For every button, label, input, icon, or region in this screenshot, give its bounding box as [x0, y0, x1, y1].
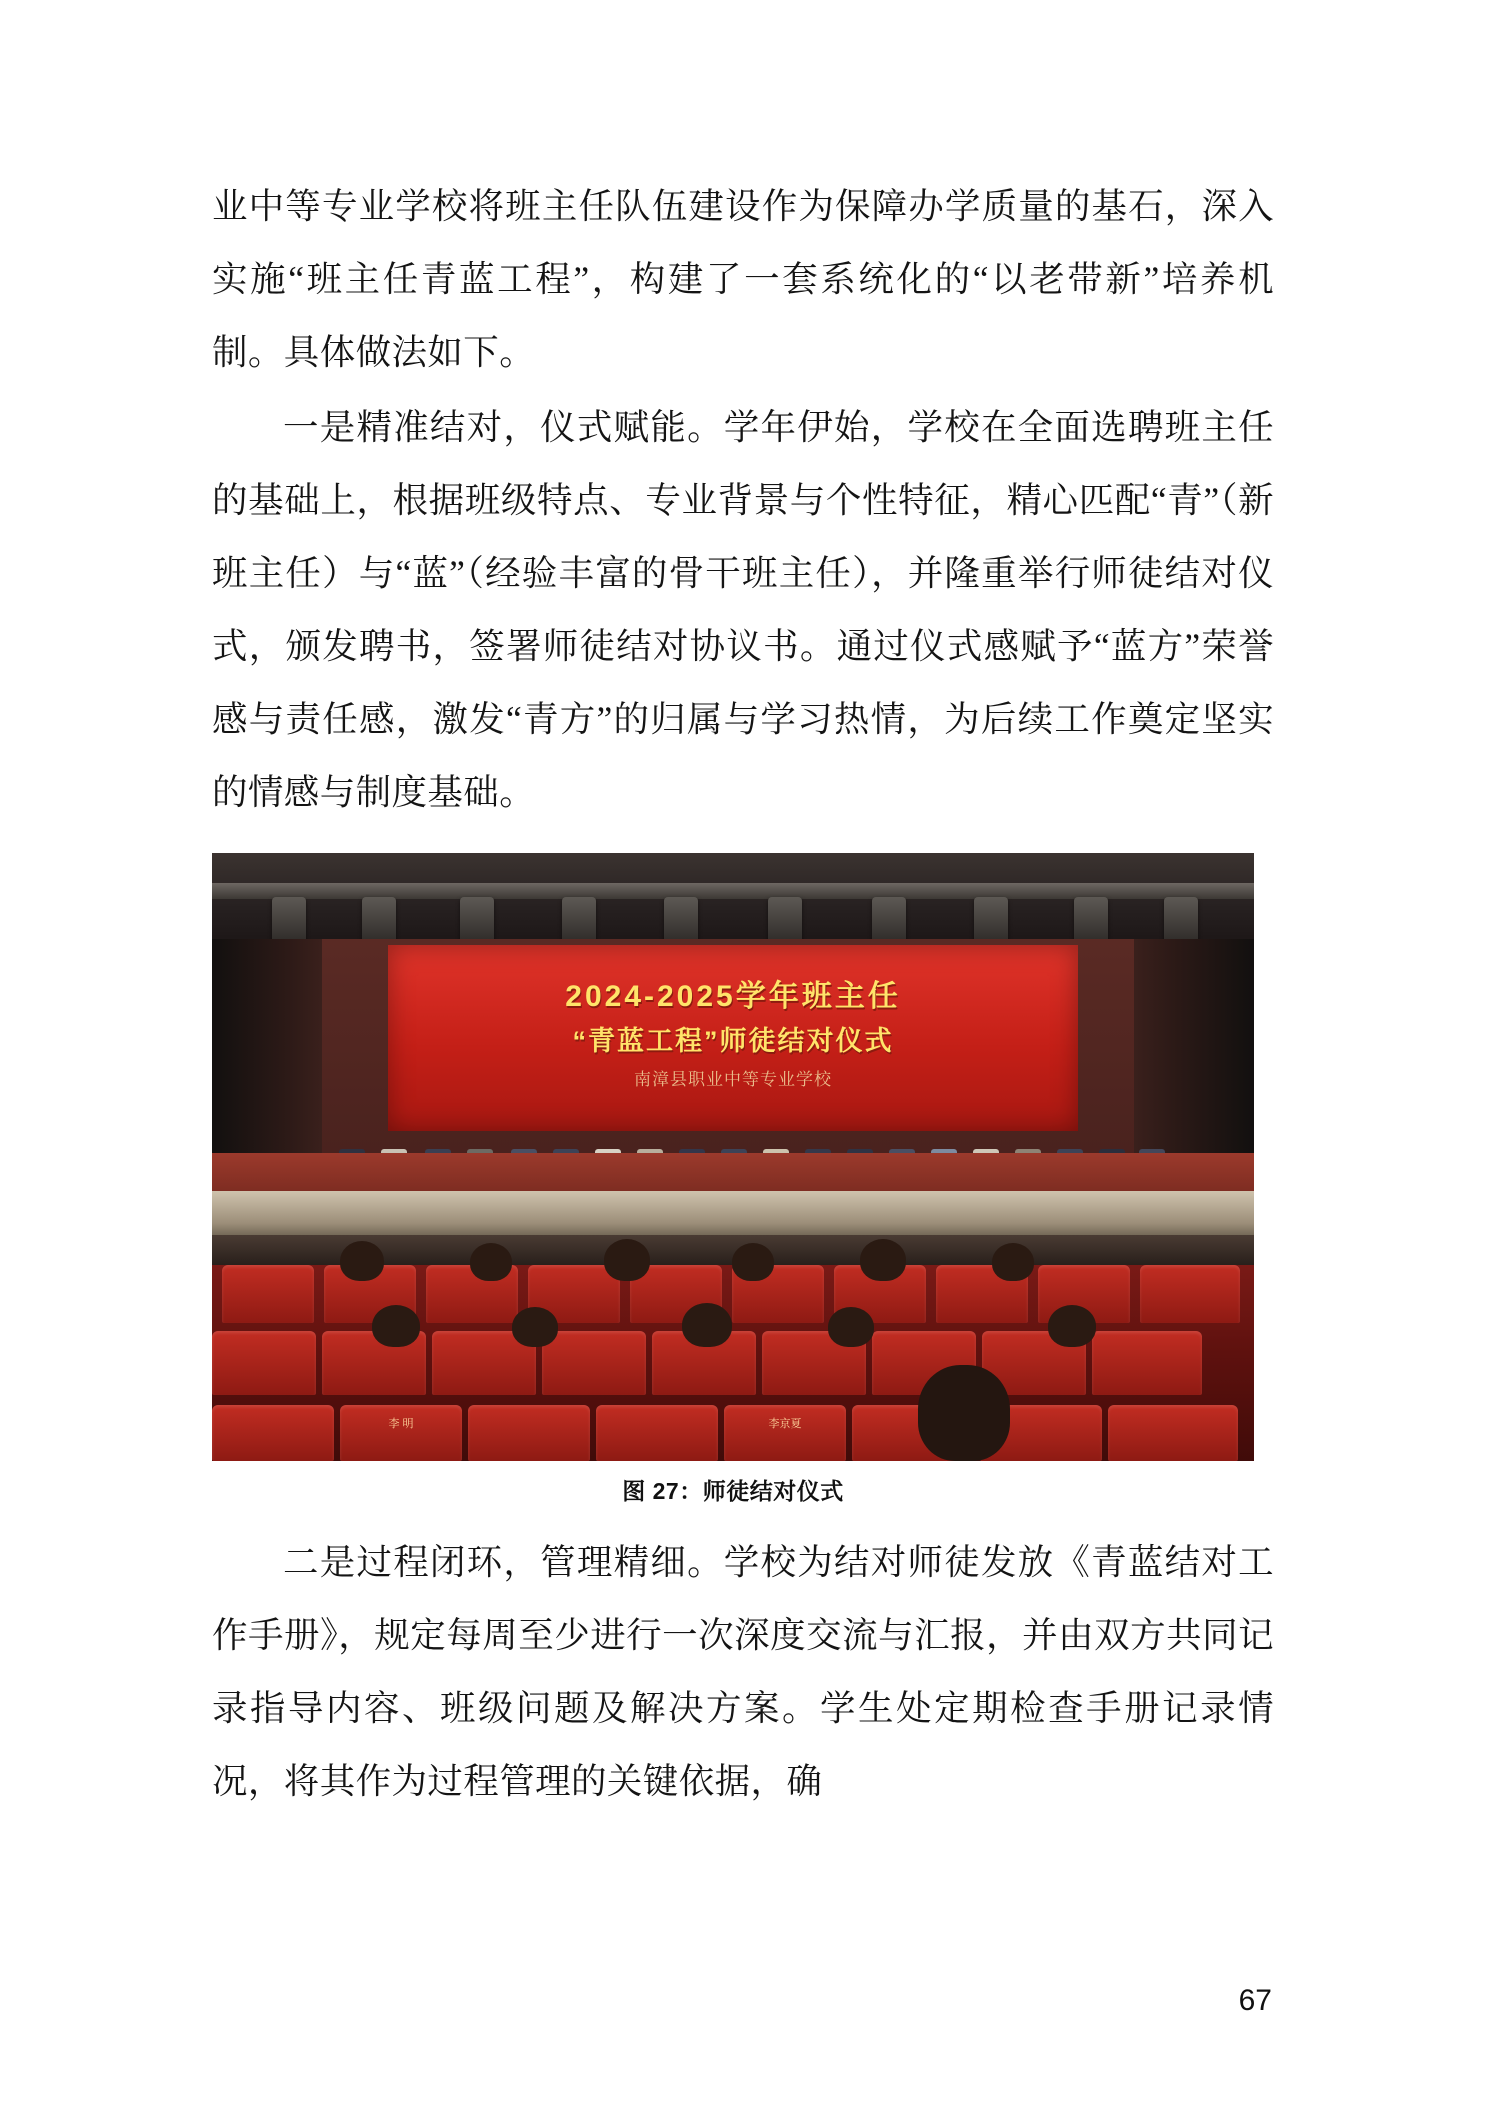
stage-light-icon — [1164, 897, 1198, 943]
stage-light-icon — [272, 897, 306, 943]
paragraph-2: 一是精准结对，仪式赋能。学年伊始，学校在全面选聘班主任的基础上，根据班级特点、专业背景与个性特征，精心匹配“青”（新班主任）与“蓝”（经验丰富的骨干班主任），并隆重举行师徒结对仪式，颁发聘书，签署师徒结对协议书。通过仪式感赋予“蓝方”荣誉感与责任感，激发“青方”的归属与学习热情，为后续工作奠定坚实的情感与制度基础。 — [212, 407, 1274, 812]
stage-curtain-left — [212, 939, 322, 1189]
seat-label: 李 明 — [388, 1418, 414, 1430]
stage-light-icon — [362, 897, 396, 943]
page-number: 67 — [1238, 1984, 1272, 2017]
led-screen-line-1: 2024-2025学年班主任 — [565, 980, 901, 1013]
paragraph-1: 业中等专业学校将班主任队伍建设作为保障办学质量的基石，深入实施“班主任青蓝工程”，构建了一套系统化的“以老带新”培养机制。具体做法如下。 — [212, 186, 1274, 372]
stage-light-icon — [664, 897, 698, 943]
stage-floor — [212, 1153, 1254, 1193]
paragraph-3: 二是过程闭环，管理精细。学校为结对师徒发放《青蓝结对工作手册》，规定每周至少进行一次深度交流与汇报，并由双方共同记录指导内容、班级问题及解决方案。学生处定期检查手册记录情况，将其作为过程管理的关键依据，确 — [212, 1542, 1274, 1801]
figure-27-image — [212, 853, 1254, 1461]
seat-label: 李京夏 — [768, 1418, 802, 1430]
stage-light-icon — [974, 897, 1008, 943]
led-screen-line-3: 南漳县职业中等专业学校 — [634, 1070, 832, 1089]
led-screen-line-2: “青蓝工程”师徒结对仪式 — [572, 1026, 894, 1056]
stage-light-icon — [460, 897, 494, 943]
figure-caption: 图 27：师徒结对仪式 — [622, 1478, 844, 1504]
stage-light-icon — [562, 897, 596, 943]
stage-light-icon — [872, 897, 906, 943]
stage-edge — [212, 1191, 1254, 1237]
stage-light-icon — [1074, 897, 1108, 943]
page-content — [212, 170, 1274, 1820]
stage-light-icon — [768, 897, 802, 943]
figure-27 — [212, 853, 1254, 1506]
audience-seating — [212, 1265, 1254, 1461]
